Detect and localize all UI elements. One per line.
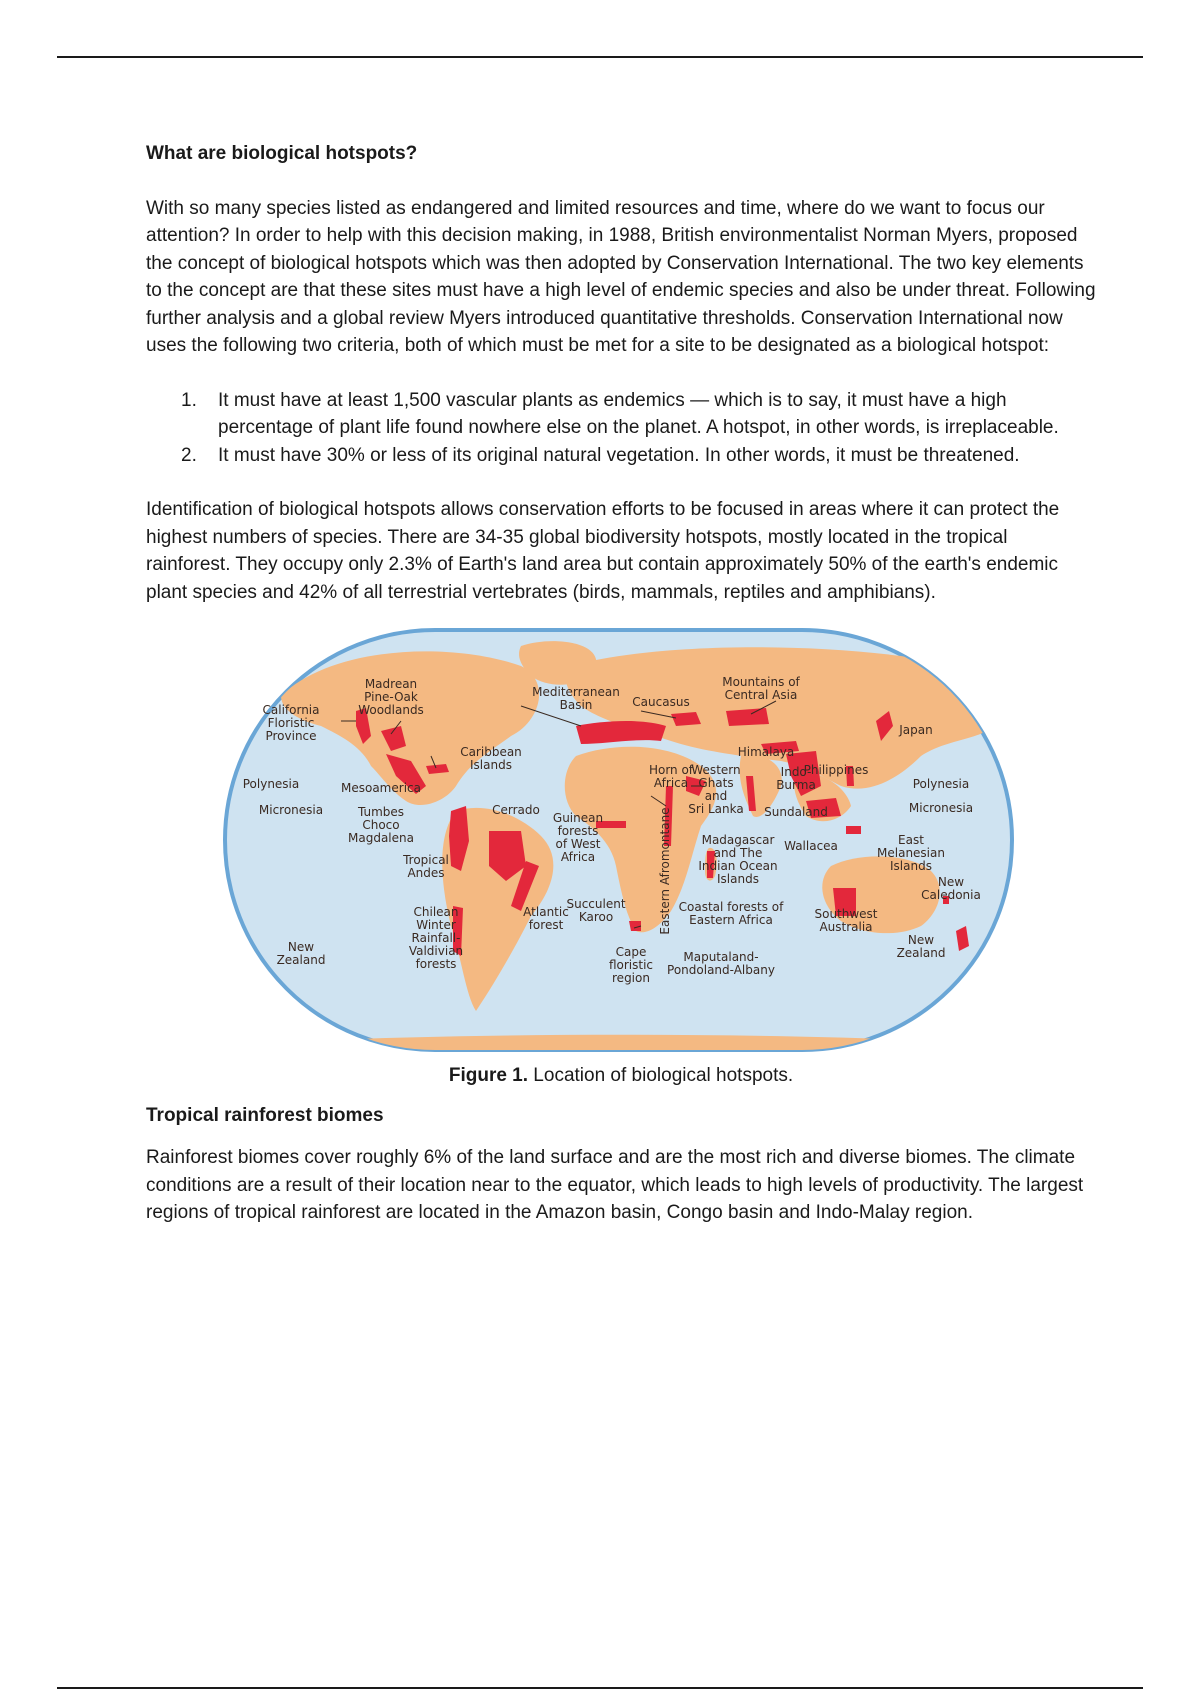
map-label-horn-africa: Horn of Africa	[648, 763, 694, 790]
map-label-micronesia-w: Micronesia	[258, 803, 324, 817]
hotspot-map-figure	[146, 626, 1096, 1056]
map-label-tumbes: Tumbes Choco Magdalena	[348, 805, 414, 845]
heading-biological-hotspots: What are biological hotspots?	[146, 143, 418, 164]
map-label-tropical-andes: Tropical Andes	[403, 853, 449, 880]
map-label-japan: Japan	[899, 723, 933, 737]
map-label-new-zealand-w: New Zealand	[276, 940, 326, 967]
map-label-mediterranean: Mediterranean Basin	[532, 685, 620, 712]
figure-caption	[146, 1062, 1096, 1090]
rainforest-paragraph: Rainforest biomes cover roughly 6% of the land surface and are the most rich and diverse biomes. The climate conditions are a result of their location near to the equator, which leads to high levels of productivity. The largest regions of tropical rainforest are located in the Amazon basin, Congo basin and Indo-Malay region.	[146, 1147, 1084, 1223]
hotspot-caucasus	[671, 712, 701, 726]
map-label-california: California Floristic Province	[262, 703, 320, 743]
list-item	[146, 387, 1096, 442]
map-label-sundaland: Sundaland	[764, 805, 828, 819]
document-body	[146, 140, 1096, 1227]
map-label-himalaya: Himalaya	[737, 745, 795, 759]
bottom-rule	[57, 1687, 1143, 1689]
list-item-text: It must have 30% or less of its original natural vegetation. In other words, it must be threatened.	[218, 444, 1020, 466]
map-label-wallacea: Wallacea	[784, 839, 838, 853]
caption-text: Location of biological hotspots.	[528, 1065, 794, 1086]
map-label-chilean: Chilean Winter Rainfall-Valdivian forests	[408, 905, 464, 971]
map-label-mesoamerica: Mesoamerica	[341, 781, 421, 795]
map-label-madrean: Madrean Pine-Oak Woodlands	[358, 677, 424, 717]
hotspot-central-asia	[726, 708, 769, 726]
map-label-succulent: Succulent Karoo	[566, 897, 626, 924]
map-label-caucasus: Caucasus	[632, 695, 690, 709]
list-number: 2.	[181, 444, 197, 466]
map-label-atlantic: Atlantic forest	[523, 905, 569, 932]
map-label-madagascar: Madagascar and The Indian Ocean Islands	[698, 833, 778, 886]
map-label-western-ghats: Western Ghats and Sri Lanka	[688, 763, 744, 816]
map-label-new-caledonia: New Caledonia	[921, 875, 981, 902]
list-item	[146, 442, 1096, 470]
map-label-maputaland: Maputaland-Pondoland-Albany	[667, 950, 775, 977]
map-label-central-asia: Mountains of Central Asia	[722, 675, 800, 702]
map-label-cape: Cape floristic region	[608, 945, 654, 985]
intro-paragraph: With so many species listed as endangered and limited resources and time, where do we want to focus our attention? In order to help with this decision making, in 1988, British environmentalist Norman Myers, proposed the concept of biological hotspots which was then adopted by Conservation International. The two key elements to the concept are that these sites must have a high level of endemic species and also be under threat. Following further analysis and a global review Myers introduced quantitative thresholds. Conservation International now uses the following two criteria, both of which must be met for a site to be designated as a biological hotspot:	[146, 197, 1096, 356]
identification-paragraph: Identification of biological hotspots allows conservation efforts to be focused in areas where it can protect the highest numbers of species. There are 34-35 global biodiversity hotspots, mostly located in the tropical rainforest. They occupy only 2.3% of Earth's land area but contain approximately 50% of the earth's endemic plant species and 42% of all terrestrial vertebrates (birds, mammals, reptiles and amphibians).	[146, 499, 1060, 603]
map-label-guinean: Guinean forests of West Africa	[552, 811, 604, 864]
heading-tropical-rainforest: Tropical rainforest biomes	[146, 1104, 384, 1126]
top-rule	[57, 56, 1143, 58]
map-label-micronesia-e: Micronesia	[908, 801, 974, 815]
map-label-east-melanesian: East Melanesian Islands	[877, 833, 945, 873]
map-label-coastal-east-africa: Coastal forests of Eastern Africa	[678, 900, 784, 927]
map-label-eastern-afromontane: Eastern Afromontane	[658, 807, 672, 935]
caption-label: Figure 1.	[448, 1065, 529, 1086]
map-label-new-zealand-e: New Zealand	[896, 933, 946, 960]
map-label-polynesia-w: Polynesia	[242, 777, 300, 791]
hotspot-wallacea	[846, 826, 861, 834]
world-hotspot-map	[221, 626, 1016, 1054]
map-label-caribbean: Caribbean Islands	[460, 745, 522, 772]
list-item-text: It must have at least 1,500 vascular plants as endemics — which is to say, it must have a high percentage of plant life found nowhere else on the planet. A hotspot, in other words, is irreplaceable.	[218, 389, 1059, 438]
map-label-sw-australia: Southwest Australia	[814, 907, 878, 934]
list-number: 1.	[181, 389, 197, 411]
map-label-indo-burma: Indo-Burma	[776, 765, 816, 792]
map-label-polynesia-e: Polynesia	[912, 777, 970, 791]
map-label-philippines: Philippines	[803, 763, 869, 777]
map-label-cerrado: Cerrado	[492, 803, 540, 817]
criteria-list	[146, 387, 1096, 470]
